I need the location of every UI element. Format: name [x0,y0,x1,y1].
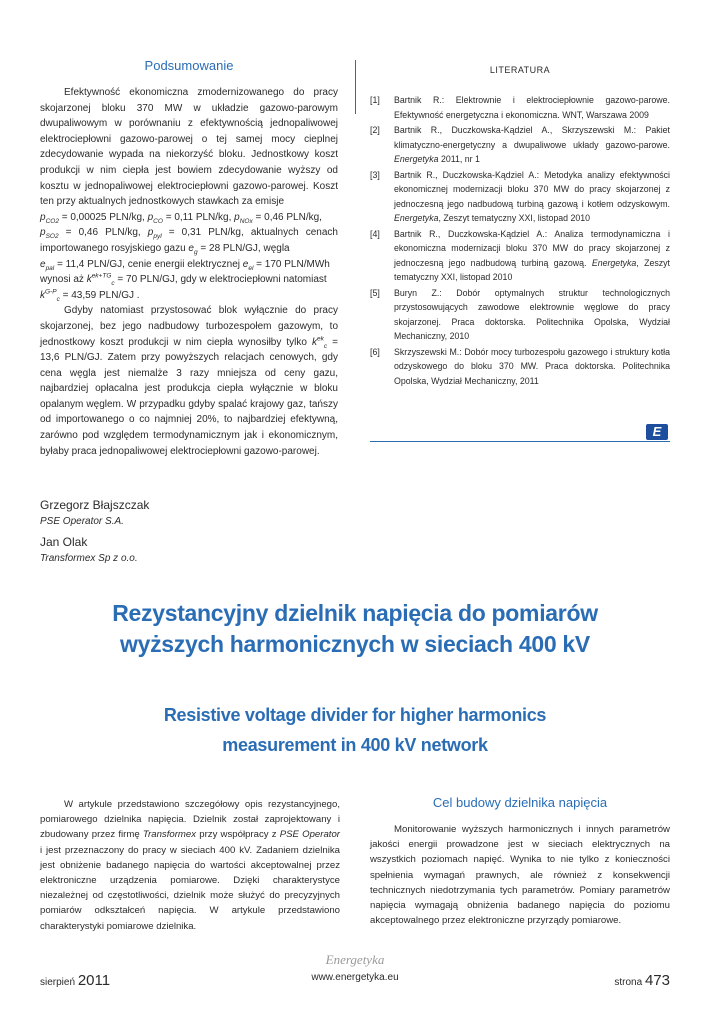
abstract-text: W artykule przedstawiono szczegółowy opis rezystancyjnego, pomiarowego dzielnika napięcia. Dzielnik został zaprojektowany i zbudowany przez firmę [40,799,340,841]
purpose-section [370,795,670,928]
summary-paragraph-2 [40,303,338,459]
purpose-paragraph: Monitorowanie wyższych harmonicznych i innych parametrów jakości energii prowadzone jest w sieciach elektrycznych na wszystkich poziomach napięć. Wynika to nie tylko z konieczności spełnienia wymagań prawnych, ale również z konsekwencji technicznych niedotrzymania tych parametrów. Pomiary parametrów napięcia wymagają obniżenia badanego napięcia do poziomu akceptowalnego przez elektroniczne przyrządy pomiarowe. [370,824,670,927]
reference-item [370,227,670,285]
sym-p: p [234,211,240,223]
reference-number: [1] [370,95,380,105]
author-name: Jan Olak [40,535,88,549]
author-affiliation: Transformex Sp z o.o. [40,553,138,564]
literature-rule [370,441,670,442]
summary-p1-text: Efektywność ekonomiczna zmodernizowanego do pracy skojarzonej bloku 370 MW w układzie gazowo-parowym dwupaliwowym w porównaniu z efektywnością jednopaliwowej elektrociepłowni gazowo-parowej o tej samej mocy cieplnej zdecydowanie wypada na niekorzyść bloku. Jednostkowy koszt produkcji w nim ciepła jest bowiem zdecydowanie wyższy od kosztu w jednopaliwowej elektrociepłowni gazowo-parowej. Koszt ten przy aktualnych jednostkowych stawkach za emisje [40,87,338,208]
author-name: Grzegorz Błajszczak [40,498,150,512]
reference-journal: Energetyka [394,213,439,223]
reference-item [370,123,670,167]
value-text: = 0,46 PLN/kg, [58,227,148,239]
sym-sub: el [248,264,254,272]
sym-sup: ek+TG [91,272,112,280]
sym-sub: pyl [153,233,162,241]
author-affiliation: PSE Operator S.A. [40,516,124,527]
summary-heading: Podsumowanie [144,58,234,73]
sym-p: p [40,211,46,223]
sym-sub: CO2 [45,217,59,225]
footer-brand: Energetyka [325,952,385,967]
sym-p: p [147,227,154,239]
purpose-heading: Cel budowy dzielnika napięcia [432,795,608,810]
page-footer [40,952,670,994]
sym-sub: g [193,248,198,256]
sym-k: k [86,274,92,286]
sym-sub: c [56,295,60,303]
title-line: measurement in 400 kV network [222,735,488,755]
column-divider [355,60,356,114]
literature-title: LITERATURA [489,65,551,75]
reference-journal: Energetyka [591,257,637,268]
abstract-text: i jest przeznaczony do pracy w sieciach 400 kV. Zadaniem dzielnika jest obniżenie badanego napięcia do wartości akceptowalnej przez elektroniczne urządzenia pomiarowe. Dzięki charakterystyce niezależnej od częstotliwości, dzielnik może służyć do precyzyjnych pomiarów odkształceń napięcia. W artykule przedstawiono charakterystyki pomiarowe dzielnika. [40,844,340,932]
value-text: = 0,00025 PLN/kg, [58,211,148,223]
reference-item [370,93,670,122]
reference-number: [6] [370,346,380,357]
reference-body: Bartnik R., Duczkowska-Kądziel A., Skrzyszewski M.: Pakiet klimatyczno-energetyczny a dwupaliwowe układy gazowo-parowe. [394,125,670,150]
value-text: = 11,4 PLN/GJ, cenie energii elektrycznej [54,258,243,270]
title-line: wyższych harmonicznych w sieciach 400 kV [120,631,590,657]
reference-text [394,345,670,389]
summary-section [40,58,338,459]
summary-paragraph-1 [40,85,338,303]
article-title-english [40,700,670,760]
value-text: = 70 PLN/GJ, gdy w elektrociepłowni natomiast [114,274,327,286]
reference-item [370,168,670,226]
abstract-paragraph [40,797,340,934]
sym-p: p [40,227,46,239]
sym-sub: c [111,280,115,288]
reference-tail: , Zeszyt tematyczny XXI, listopad 2010 [438,213,591,223]
reference-body: Buryn Z.: Dobór optymalnych struktur technologicznych przystosowujących zawodowe elektrownie węglowe do pracy skojarzonej. Praca doktorska. Politechnika Opolska, Wydział Mechaniczny, 2010 [394,287,670,341]
abstract-text: przy współpracy z [196,829,280,841]
reference-text [394,227,670,285]
company-name: Transformex [142,829,197,841]
value-text: = 0,31 PLN/kg, aktualnych cenach importowanego rosyjskiego gazu [40,227,338,254]
author-block [40,496,149,570]
footer-year: 2011 [77,972,111,989]
summary-p2b-text: = 13,6 PLN/GJ. Zatem przy powyższych relacjach cenowych, gdy cena węgla jest niemalże 3 razy mniejsza od ceny gazu, najbardziej opłacalna jest produkcja ciepła wyłącznie w bloku opalanym węglem. W przypadku gdyby spalać krajowy gaz, tańszy od importowanego o co najmniej 20%, to najbardziej efektywną, zarówno pod względem termodynamicznym jak i ekonomicznym, byłaby praca jednopaliwowej elektrociepłowni gazowo-parowej. [40,336,338,457]
sym-sub: c [323,342,328,350]
company-name: PSE Operator [279,829,340,841]
reference-number: [5] [370,287,380,298]
value-text: = 43,59 PLN/GJ . [59,289,140,301]
sym-sup: ek [317,335,324,343]
sym-sub: SO2 [45,233,59,241]
sym-sup: G-P [45,288,57,296]
reference-tail: , Zeszyt tematyczny XXI, listopad 2010 [394,257,671,282]
summary-p2a-text: Gdyby natomiast przystosować blok wyłącznie do pracy skojarzonej, bez jego nadbudowy turbozespołem gazowym, to jednostkowy koszt produkcji w nim ciepła wynosiłby tylko [40,305,338,348]
title-line: Resistive voltage divider for higher harmonics [163,705,547,725]
sym-sub: NOx [239,217,253,225]
reference-number: [4] [370,228,380,239]
reference-text [394,168,670,226]
sym-p: p [147,211,154,223]
sym-sub: CO [153,217,163,225]
title-line: Rezystancyjny dzielnik napięcia do pomiarów [112,600,598,626]
reference-body: Bartnik R., Duczkowska-Kądziel A.: Metodyka analizy efektywności ekonomicznej modernizacji bloku 370 MW do pracy skojarzonej z jednoczesną jego nadbudową turbiną gazową i kotłem odzyskowym. [394,169,670,209]
reference-journal: Energetyka [394,154,439,164]
reference-text [394,93,670,122]
value-text: = 0,46 PLN/kg, [252,211,322,223]
reference-text [394,286,670,344]
reference-body: Bartnik R.: Elektrownie i elektrociepłownie gazowo-parowe. Efektywność energetyczna i ekonomiczna. WNT, Warszawa 2009 [394,95,670,120]
energetyka-logo-icon: E [646,424,668,440]
literature-section [370,60,670,389]
sym-e: e [188,242,194,254]
sym-k: k [40,289,45,301]
reference-text [394,123,670,167]
footer-page-label: strona [614,977,643,988]
sym-sub: pal [45,264,55,272]
sym-e: e [242,258,249,270]
sym-k: k [312,336,317,348]
abstract [40,797,340,934]
value-text: = 170 PLN/MWh [253,258,330,270]
reference-body: Bartnik R., Duczkowska-Kądziel A.: Analiza termodynamiczna i ekonomiczna modernizacji bloku 370 MW do pracy skojarzonej z jednoczesną jego nadbudową turbiną gazową. [394,228,670,268]
footer-month: sierpień [40,977,76,988]
reference-item [370,345,670,389]
value-text: wynosi aż [40,274,87,286]
reference-number: [3] [370,169,380,180]
reference-body: Skrzyszewski M.: Dobór mocy turbozespołu gazowego i struktury kotła odzyskowego do bloku 370 MW. Praca doktorska. Politechnika Opolska, Wydział Mechaniczny, 2011 [394,346,670,386]
reference-item [370,286,670,344]
article-title-polish [40,598,670,660]
footer-page [614,972,670,989]
value-text: = 28 PLN/GJ, węgla [197,242,290,254]
footer-page-number: 473 [644,972,670,989]
reference-number: [2] [370,125,380,135]
reference-tail: 2011, nr 1 [438,154,480,164]
reference-list [370,93,670,388]
value-text: = 0,11 PLN/kg, [162,211,235,223]
footer-url[interactable]: www.energetyka.eu [311,972,399,983]
sym-e: e [40,258,46,270]
